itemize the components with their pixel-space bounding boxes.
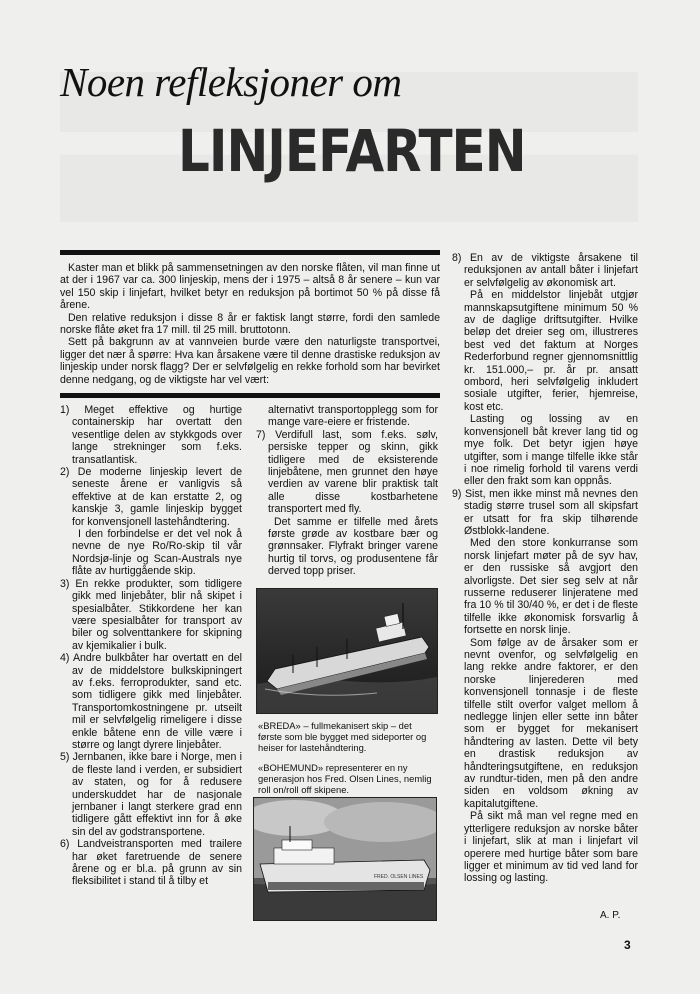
list-item-continuation: På sikt må man vel regne med en ytterligere reduksjon av norske båter i linjefart, slik at man i linjefart vil operere med hurtige båter som bare ligger et minimum av tid ved land for lossing og lasting. [464,810,638,885]
intro-top-rule [60,250,440,255]
title-script: Noen refleksjoner om [60,59,402,105]
list-item-continuation: Lasting og lossing av en konvensjonell båt krever lang tid og mye folk. Det betyr igjen høye utgifter, som i mange tilfelle ikke står i noe rimelig forhold til varens verdi eller den frakt som kan oppnås. [464,413,638,488]
caption-bohemund: «BOHEMUND» representerer en ny generasjon hos Fred. Olsen Lines, nemlig roll on/roll off skipene. [258,762,432,795]
list-item-continuation: Som følge av de årsaker som er nevnt ovenfor, og selvfølgelig en lang rekke andre faktorer, er den norske linjerederen med konvensjonell tonnasje i de fleste tilfelle stilt overfor valget mellom å nedlegge linjen eller sette inn båter som er bygget for mekanisert håndtering av lasten. Dette vil bety en drastisk reduksjon av håndteringsutgiftene, en reduksjon av rundtur-tiden, men på den andre siden en voldsom økning av kapitalutgiftene. [464,636,638,810]
title-linjefarten: LINJEFARTEN [178,118,526,185]
intro-bottom-rule [60,393,440,398]
list-item: 4) Andre bulkbåter har overtatt en del av de middelstore bulkskipningert av f.eks. ferroprodukter, sand etc. som tidligere gikk med linjebåter. Transportomkostningene pr. utseilt mil er selvfølgelig rimeligere i disse enkle båtene enn de ville være i større og langt dyrere linjebåter. [60,652,242,751]
column-right [452,252,638,885]
page-number: 3 [624,938,631,952]
list-item: 1) Meget effektive og hurtige containerskip har overtatt den vesentlige delen av stykkgods over lange strekninger som f.eks. transatlantisk. [60,404,242,466]
ship-bohemund-image [254,798,436,920]
photo-bohemund [253,797,437,921]
list-item: 7) Verdifull last, som f.eks. sølv, persiske tepper og skinn, gikk tidligere med de eksisterende linjebåtene, men grunnet den høye verdien av varene blir praktisk talt alle disse kostbarhetene transportert med fly. [256,428,438,516]
intro-paragraphs [60,262,440,386]
list-item-continuation: alternativt transportopplegg som for mange vare-eiere er fristende. [268,404,438,429]
list-item: 5) Jernbanen, ikke bare i Norge, men i de fleste land i verden, er subsidiert av staten, og for å redusere underskuddet har de nasjonale jernbaner i langt sterkere grad enn tidligere gått effektivt inn for å øke sin del av godstransportene. [60,751,242,838]
author-signature: A. P. [600,910,621,921]
intro-paragraph: Sett på bakgrunn av at vannveien burde være den naturligste transportvei, ligger det nær å spørre: Hva kan årsakene være til denne drastiske reduksjon av linjeskip under norsk flagg? Der er selvfølgelig en rekke forhold som har bevirket denne nedgang, og de viktigste har vel vært: [60,336,440,386]
column-middle [256,404,438,578]
list-item: 9) Sist, men ikke minst må nevnes den stadig større trusel som all skipsfart er utsatt for fra skip tilhørende Østblokk-landene. [452,487,638,537]
list-item-continuation: Det samme er tilfelle med årets første grøde av kostbare bær og grønnsaker. Flyfrakt bringer varene hurtig til torvs, og produsentene får derved topp priser. [268,515,438,578]
ship-breda-image [257,589,437,713]
svg-text:FRED. OLSEN LINES: FRED. OLSEN LINES [374,874,424,880]
intro-paragraph: Kaster man et blikk på sammensetningen av den norske flåten, vil man finne ut at der i 1967 var ca. 300 linjeskip, mens der i 1975 – altså 8 år senere – kun var vel 150 skip i linjefart, hvilket betyr en reduksjon på bortimot 50 % på disse få årene. [60,262,440,312]
list-item: 2) De moderne linjeskip levert de seneste årene er vanligvis så effektive at de kan erstatte 2, og kanskje 3, gamle linjeskip bygget for konvensjonell lastehåndtering. [60,466,242,528]
list-item-continuation: På en middelstor linjebåt utgjør mannskapsutgiftene minimum 50 % av de daglige driftsutgifter. Hvilke beløp det dreier seg om, illustreres best ved det faktum at Norges Rederforbund regner gjennomsnittlig kr. 151.000,– pr. år pr. ansatt ombord, heri selvfølgelig inkludert sosiale utgifter, ferier, hjemreise, kost etc. [464,289,638,413]
column-left [60,404,242,888]
list-item-continuation: Med den store konkurranse som norsk linjefart møter på de syv hav, er den russiske så avgjort den alvorligste. Det sier seg selv at når russerne reduserer linjeratene med fra 10 % til 30/40 %, er det i de fleste tilfelle ikke økonomisk forsvarlig å fortsette en norsk linje. [464,537,638,637]
list-item: 3) En rekke produkter, som tidligere gikk med linjebåter, blir nå skipet i spesialbåter. Stikkordene her kan være spesialbåter for transport av biler og solventtankere for skipning av kjemikalier i bulk. [60,577,242,652]
list-item: 6) Landveistransporten med trailere har øket faretruende de senere årene og er bl.a. på grunn av sin fleksibilitet i stand til å tilby et [60,838,242,888]
intro-paragraph: Den relative reduksjon i disse 8 år er faktisk langt større, fordi den samlede norske flåte øket fra 17 mill. til 25 mill. bruttotonn. [60,311,440,337]
photo-breda [256,588,438,714]
caption-breda: «BREDA» – fullmekanisert skip – det første som ble bygget med sideporter og heiser for lastehåndtering. [258,720,427,753]
list-item: 8) En av de viktigste årsakene til reduksjonen av antall båter i linjefart er selvfølgelig av økonomisk art. [452,252,638,289]
list-item-continuation: I den forbindelse er det vel nok å nevne de nye Ro/Ro-skip til vår Nordsjø-linje og Scan-Australs nye flåte av hurtiggående skip. [72,528,242,578]
